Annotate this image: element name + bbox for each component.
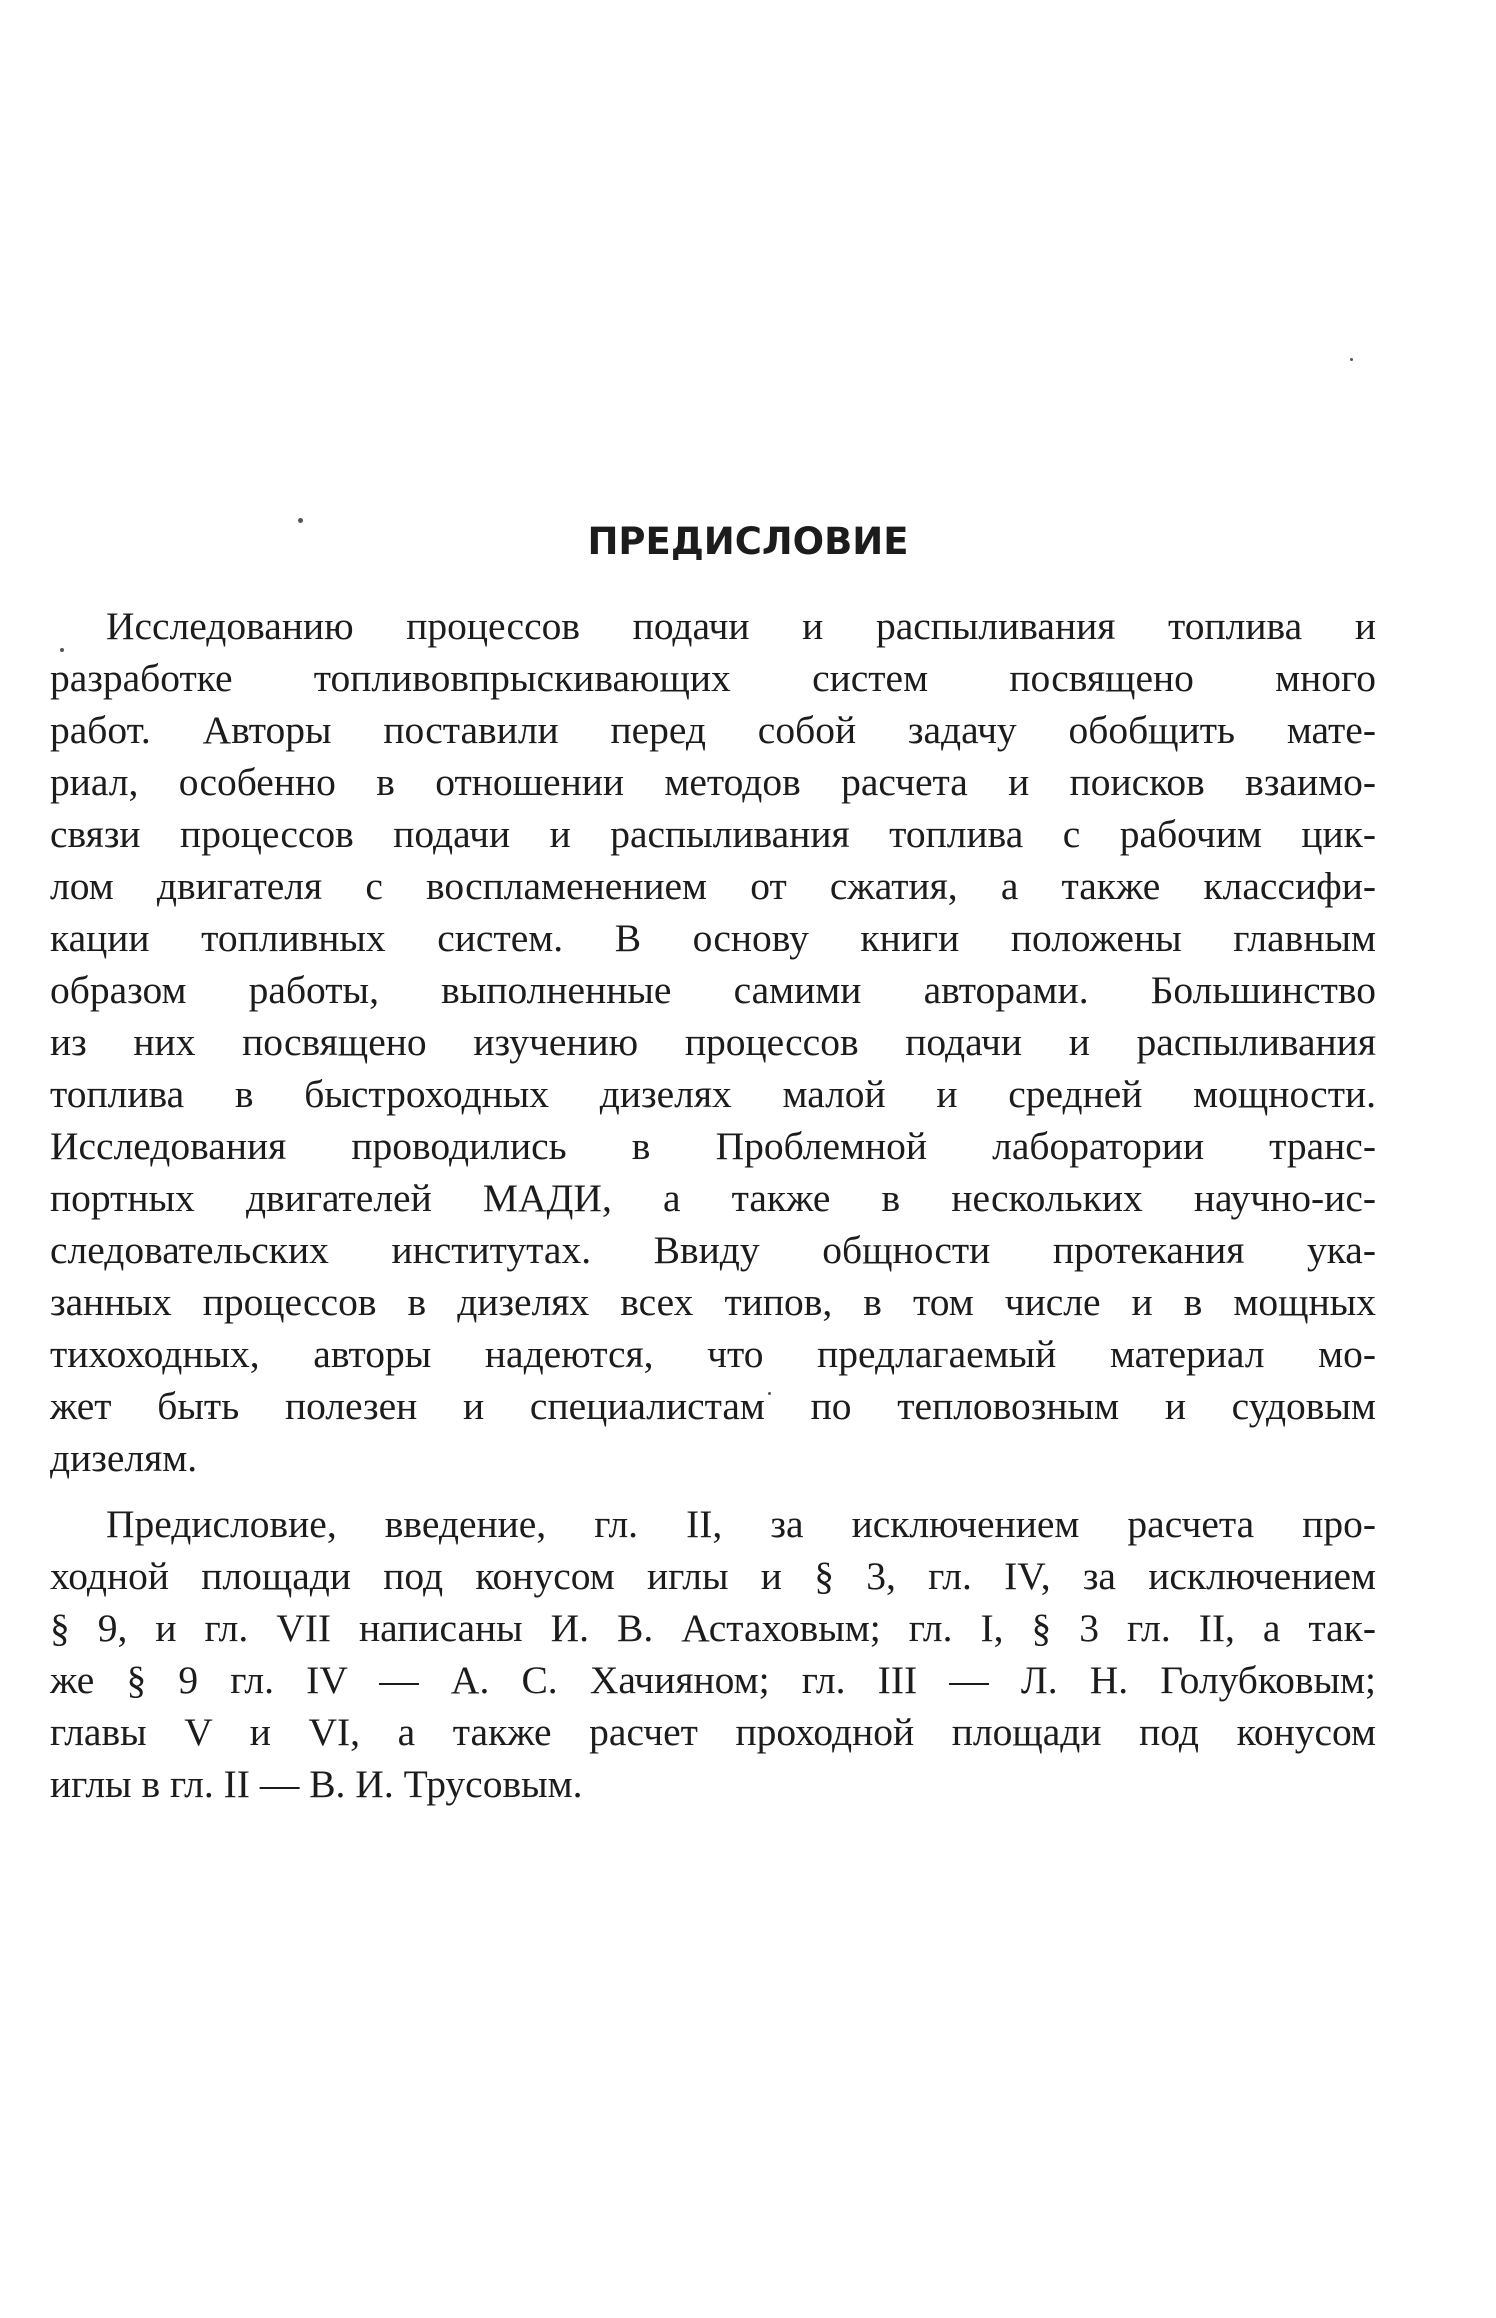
text-line: топлива в быстроходных дизелях малой и средней мощности. [50,1072,1376,1116]
paragraph-gap [50,1484,1376,1498]
text-line: § 9, и гл. VII написаны И. В. Астаховым; гл. I, § 3 гл. II, а так- [50,1606,1376,1650]
text-line: же § 9 гл. IV — А. С. Хачияном; гл. III — Л. Н. Голубковым; [50,1658,1376,1702]
text-line: связи процессов подачи и распыливания топлива с рабочим цик- [50,812,1376,856]
text-line: риал, особенно в отношении методов расчета и поисков взаимо- [50,760,1376,804]
text-line: иглы в гл. II — В. И. Трусовым. [50,1762,583,1806]
text-line: кации топливных систем. В основу книги положены главным [50,916,1376,960]
text-line: главы V и VI, а также расчет проходной площади под конусом [50,1710,1376,1754]
text-line: тихоходных, авторы надеются, что предлагаемый материал мо- [50,1332,1376,1376]
text-line: жет быть полезен и специалистам по тепловозным и судовым [50,1384,1376,1428]
text-line: ходной площади под конусом иглы и § 3, гл. IV, за исключением [50,1554,1376,1598]
scan-speck [1350,358,1353,361]
paragraph-1 [50,600,1376,1484]
paragraph-2 [50,1498,1376,1810]
text-line: из них посвящено изучению процессов подачи и распыливания [50,1020,1376,1064]
text-line: разработке топливовпрыскивающих систем посвящено много [50,656,1376,700]
text-line: образом работы, выполненные самими авторами. Большинство [50,968,1376,1012]
text-line: занных процессов в дизелях всех типов, в том числе и в мощных [50,1280,1376,1324]
text-line: лом двигателя с воспламенением от сжатия, а также классифи- [50,864,1376,908]
body-text [50,600,1376,1810]
page-title: ПРЕДИСЛОВИЕ [587,520,909,563]
text-line: Исследования проводились в Проблемной лаборатории транс- [50,1124,1376,1168]
text-line: Исследованию процессов подачи и распыливания топлива и [106,604,1376,648]
text-line: работ. Авторы поставили перед собой задачу обобщить мате- [50,708,1376,752]
text-line: Предисловие, введение, гл. II, за исключением расчета про- [106,1502,1376,1546]
text-line: портных двигателей МАДИ, а также в нескольких научно-ис- [50,1176,1376,1220]
text-line: дизелям. [50,1436,198,1480]
text-line: следовательских институтах. Ввиду общности протекания ука- [50,1228,1376,1272]
